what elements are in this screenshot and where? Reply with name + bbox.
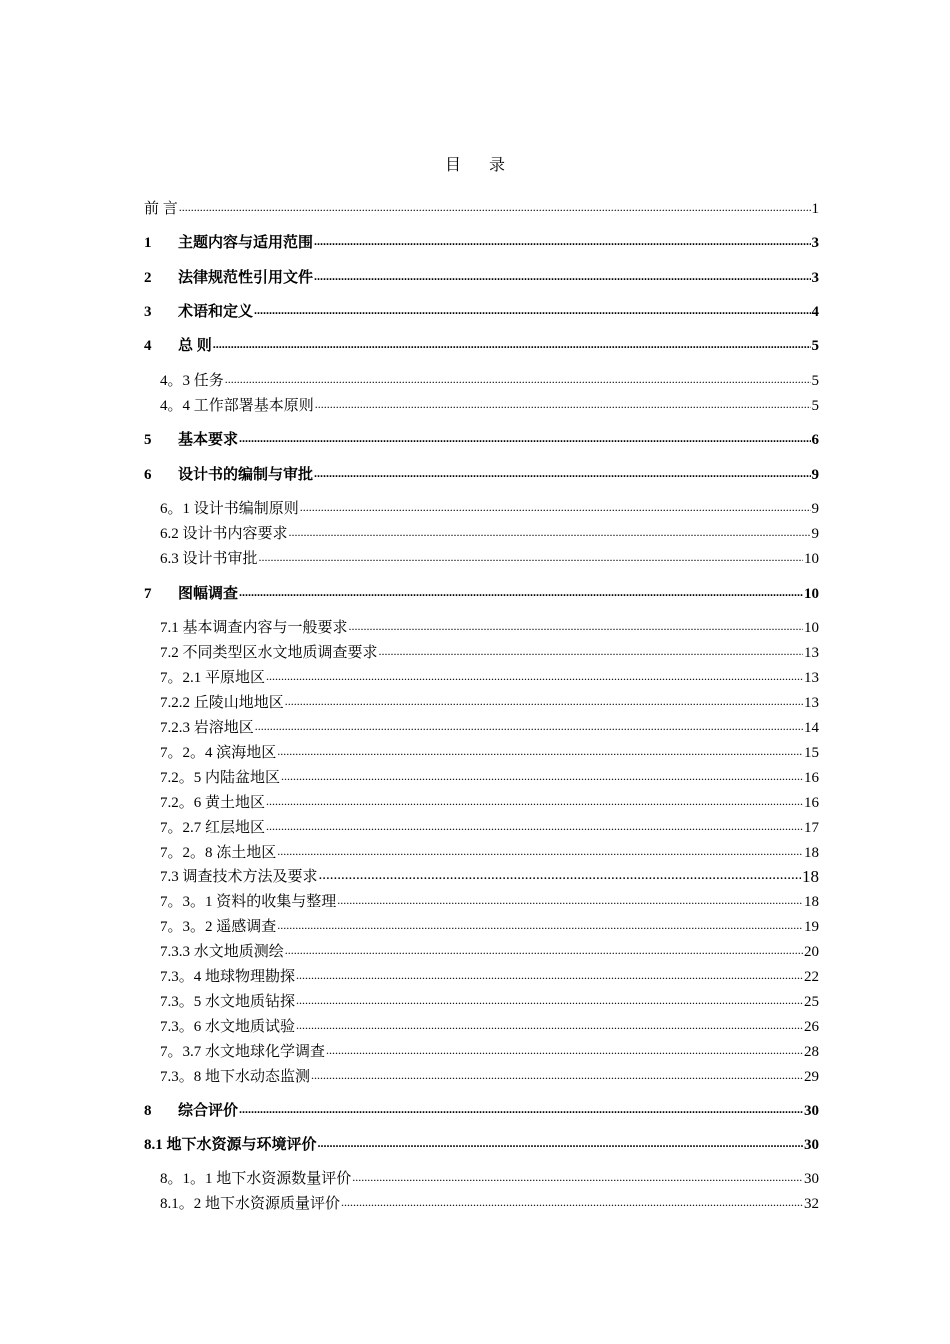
toc-page-number: 19 <box>804 919 819 935</box>
toc-leader-dots <box>285 943 803 961</box>
toc-page-number: 6 <box>811 432 819 448</box>
toc-page-number: 9 <box>811 467 819 483</box>
toc-title-char-1: 目 <box>444 157 461 174</box>
toc-page-number: 32 <box>804 1196 819 1212</box>
toc-entry[interactable] <box>144 265 819 287</box>
toc-entry[interactable] <box>160 496 819 518</box>
toc-page-number: 3 <box>811 235 819 251</box>
toc-page-number: 16 <box>804 795 819 811</box>
toc-page-number: 22 <box>804 969 819 985</box>
toc-leader-dots <box>314 269 810 287</box>
toc-entry-label: 法律规范性引用文件 <box>178 270 314 286</box>
toc-page-number: 9 <box>811 526 819 542</box>
toc-entry[interactable] <box>160 715 819 737</box>
toc-entry-label: 7.3。6 水文地质试验 <box>160 1019 296 1035</box>
toc-entry-number: 4 <box>144 338 152 354</box>
toc-leader-dots <box>239 431 810 449</box>
toc-entry-label: 7。3。1 资料的收集与整理 <box>160 894 337 910</box>
toc-entry[interactable] <box>160 939 819 961</box>
toc-entry[interactable] <box>160 393 819 415</box>
toc-leader-dots <box>213 337 811 355</box>
toc-entry-label: 主题内容与适用范围 <box>178 235 314 251</box>
toc-entry[interactable] <box>144 1132 819 1154</box>
toc-page-number: 29 <box>804 1069 819 1085</box>
toc-entry[interactable] <box>144 333 819 355</box>
toc-leader-dots <box>266 794 803 812</box>
toc-page-number: 13 <box>804 695 819 711</box>
toc-entry[interactable] <box>160 815 819 837</box>
toc-page-number: 13 <box>804 645 819 661</box>
toc-entry[interactable] <box>160 765 819 787</box>
toc-entry-label: 总 则 <box>178 338 212 354</box>
toc-page-number: 30 <box>804 1171 819 1187</box>
toc-entry-label: 7.2 不同类型区水文地质调查要求 <box>160 645 378 661</box>
toc-entry[interactable] <box>144 427 819 449</box>
toc-entry[interactable] <box>160 740 819 762</box>
toc-leader-dots <box>319 868 801 886</box>
toc-leader-dots <box>341 1195 803 1213</box>
toc-page-number: 10 <box>804 620 819 636</box>
toc-leader-dots <box>277 918 803 936</box>
toc-entry-label: 综合评价 <box>178 1103 239 1119</box>
toc-leader-dots <box>277 844 803 862</box>
toc-title <box>0 152 950 175</box>
toc-leader-dots <box>285 694 803 712</box>
toc-entry-number: 8 <box>144 1103 152 1119</box>
toc-entry[interactable] <box>144 462 819 484</box>
toc-leader-dots <box>289 525 811 543</box>
toc-entry[interactable] <box>160 989 819 1011</box>
toc-entry-label: 7。3.7 水文地球化学调查 <box>160 1044 326 1060</box>
toc-leader-dots <box>349 619 803 637</box>
toc-entry-number: 3 <box>144 304 152 320</box>
toc-entry-label: 术语和定义 <box>178 304 254 320</box>
toc-leader-dots <box>179 200 811 218</box>
toc-entry[interactable] <box>160 790 819 812</box>
toc-page-number: 9 <box>811 501 819 517</box>
toc-entry-label: 7.3 调查技术方法及要求 <box>160 869 318 885</box>
toc-leader-dots <box>314 466 810 484</box>
toc-leader-dots <box>296 968 803 986</box>
toc-page-number: 30 <box>804 1137 819 1153</box>
toc-page-number: 16 <box>804 770 819 786</box>
toc-entry-label: 7.2。6 黄土地区 <box>160 795 266 811</box>
toc-entry-label: 基本要求 <box>178 432 239 448</box>
toc-leader-dots <box>277 744 803 762</box>
toc-page-number: 26 <box>804 1019 819 1035</box>
toc-page-number: 17 <box>804 820 819 836</box>
toc-entry[interactable] <box>160 1166 819 1188</box>
toc-page-number: 14 <box>804 720 819 736</box>
toc-leader-dots <box>254 303 810 321</box>
toc-entry-label: 7.1 基本调查内容与一般要求 <box>160 620 348 636</box>
toc-entry[interactable] <box>160 690 819 712</box>
toc-page-number: 4 <box>811 304 819 320</box>
toc-entry[interactable] <box>160 640 819 662</box>
toc-entry-label: 8.1。2 地下水资源质量评价 <box>160 1196 341 1212</box>
toc-entry[interactable] <box>160 615 819 637</box>
toc-leader-dots <box>311 1068 803 1086</box>
toc-entry-label: 8.1 地下水资源与环境评价 <box>144 1137 317 1153</box>
toc-leader-dots <box>266 669 803 687</box>
toc-leader-dots <box>239 1102 803 1120</box>
toc-entry[interactable] <box>144 299 819 321</box>
toc-entry-number: 7 <box>144 586 152 602</box>
toc-leader-dots <box>379 644 803 662</box>
toc-entry-label: 7.3。5 水文地质钻探 <box>160 994 296 1010</box>
toc-entry[interactable] <box>160 964 819 986</box>
toc-entry-number: 6 <box>144 467 152 483</box>
toc-page-number: 13 <box>804 670 819 686</box>
toc-leader-dots <box>352 1170 803 1188</box>
toc-entry-number: 5 <box>144 432 152 448</box>
toc-entry-label: 4。3 任务 <box>160 373 224 389</box>
toc-leader-dots <box>266 819 803 837</box>
toc-entry-number: 前 言 <box>144 201 178 217</box>
toc-leader-dots <box>225 372 811 390</box>
toc-entry-label: 设计书的编制与审批 <box>178 467 314 483</box>
toc-entry[interactable] <box>160 840 819 862</box>
toc-entry[interactable] <box>160 1014 819 1036</box>
toc-page-number: 28 <box>804 1044 819 1060</box>
toc-entry[interactable] <box>160 889 819 911</box>
toc-entry[interactable] <box>160 864 819 886</box>
toc-page-number: 25 <box>804 994 819 1010</box>
toc-entry[interactable] <box>160 368 819 390</box>
toc-leader-dots <box>255 719 803 737</box>
toc-leader-dots <box>314 234 810 252</box>
toc-entry-label: 6.3 设计书审批 <box>160 551 258 567</box>
toc-entry-label: 7.2。5 内陆盆地区 <box>160 770 281 786</box>
toc-leader-dots <box>318 1136 803 1154</box>
toc-entry-label: 7。2。8 冻土地区 <box>160 845 277 861</box>
toc-leader-dots <box>326 1043 803 1061</box>
toc-entry-label: 图幅调查 <box>178 586 239 602</box>
toc-leader-dots <box>239 585 803 603</box>
toc-page-number: 1 <box>811 201 819 217</box>
toc-entry-label: 7。2.7 红层地区 <box>160 820 266 836</box>
toc-entry[interactable] <box>160 914 819 936</box>
toc-entry[interactable] <box>160 665 819 687</box>
toc-page-number: 10 <box>804 551 819 567</box>
toc-page-number: 18 <box>804 845 819 861</box>
toc-entry[interactable] <box>160 1064 819 1086</box>
toc-entry-label: 7。3。2 遥感调查 <box>160 919 277 935</box>
toc-entry-label: 8。1。1 地下水资源数量评价 <box>160 1171 352 1187</box>
toc-page-number: 5 <box>811 398 819 414</box>
toc-page-number: 20 <box>804 944 819 960</box>
toc-leader-dots <box>337 893 803 911</box>
toc-leader-dots <box>281 769 803 787</box>
toc-entry[interactable] <box>144 1098 819 1120</box>
toc-leader-dots <box>300 500 811 518</box>
toc-leader-dots <box>296 993 803 1011</box>
toc-leader-dots <box>296 1018 803 1036</box>
toc-entry-label: 6。1 设计书编制原则 <box>160 501 299 517</box>
toc-entry-number: 1 <box>144 235 152 251</box>
toc-page-number: 3 <box>811 270 819 286</box>
toc-entry[interactable] <box>144 196 819 218</box>
toc-page-number: 18 <box>802 867 819 886</box>
toc-entry-label: 4。4 工作部署基本原则 <box>160 398 314 414</box>
toc-entry-label: 7.3。8 地下水动态监测 <box>160 1069 311 1085</box>
toc-entry[interactable] <box>160 521 819 543</box>
toc-entry-label: 7.2.2 丘陵山地地区 <box>160 695 284 711</box>
toc-entry[interactable] <box>160 546 819 568</box>
toc-page-number: 15 <box>804 745 819 761</box>
toc-page-number: 10 <box>804 586 819 602</box>
toc-entry[interactable] <box>160 1039 819 1061</box>
toc-page-number: 5 <box>811 338 819 354</box>
toc-entry[interactable] <box>160 1191 819 1213</box>
toc-entry-label: 7.2.3 岩溶地区 <box>160 720 254 736</box>
toc-page-number: 18 <box>804 894 819 910</box>
toc-entry-label: 7。2。4 滨海地区 <box>160 745 277 761</box>
toc-entry[interactable] <box>144 581 819 603</box>
toc-leader-dots <box>315 397 811 415</box>
toc-page-number: 30 <box>804 1103 819 1119</box>
toc-entry-label: 7。2.1 平原地区 <box>160 670 266 686</box>
toc-leader-dots <box>259 550 803 568</box>
toc-entry-label: 7.3。4 地球物理勘探 <box>160 969 296 985</box>
toc-page-number: 5 <box>811 373 819 389</box>
toc-entry-label: 6.2 设计书内容要求 <box>160 526 288 542</box>
toc-title-char-2: 录 <box>489 157 506 174</box>
toc-entry[interactable] <box>144 230 819 252</box>
toc-entry-number: 2 <box>144 270 152 286</box>
toc-entry-label: 7.3.3 水文地质测绘 <box>160 944 284 960</box>
